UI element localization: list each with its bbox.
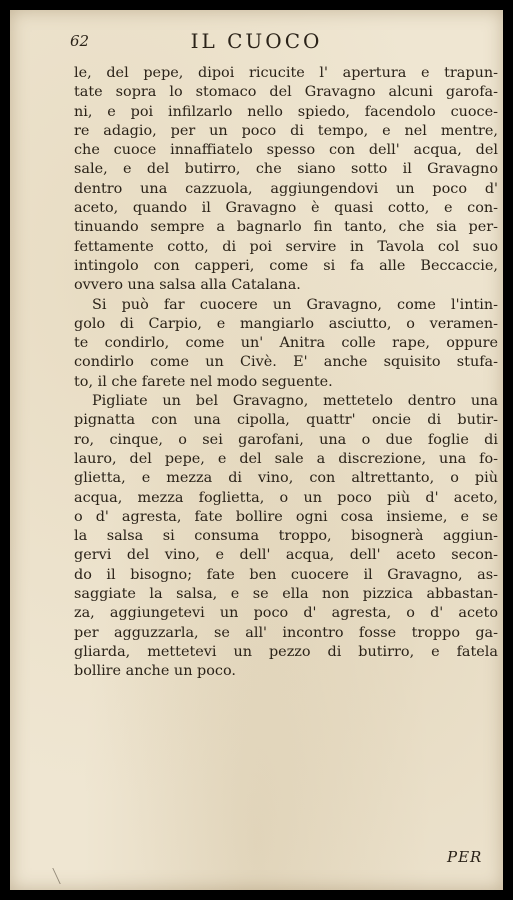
- text-line: acqua, mezza foglietta, o un poco più d' aceto,: [74, 489, 498, 506]
- text-line: glietta, e mezza di vino, con altrettanto, o più: [74, 470, 498, 487]
- page-number: 62: [70, 32, 90, 50]
- text-line: lauro, del pepe, e del sale a discrezione, una fo-: [74, 450, 498, 467]
- text-line: bollire anche un poco.: [74, 663, 236, 680]
- text-line: do il bisogno; fate ben cuocere il Gravagno, as-: [74, 566, 498, 583]
- text-line: pignatta con una cipolla, quattr' oncie di butir-: [74, 412, 498, 429]
- text-line: intingolo con capperi, come si fa alle Beccaccie,: [74, 257, 498, 274]
- text-line: ovvero una salsa alla Catalana.: [74, 277, 301, 294]
- text-line: le, del pepe, dipoi ricucite l' apertura e trapun-: [74, 65, 498, 81]
- text-line: tinuando sempre a bagnarlo fin tanto, che sia per-: [74, 219, 498, 236]
- text-line: gliarda, mettetevi un pezzo di butirro, e fatela: [74, 643, 498, 660]
- text-line: za, aggiungetevi un poco d' agresta, o d' aceto: [74, 605, 498, 622]
- text-line: la salsa si consuma troppo, bisognerà aggiun-: [74, 528, 498, 545]
- book-page: [10, 10, 503, 890]
- text-line: sale, e del butirro, che siano sotto il Gravagno: [74, 161, 498, 178]
- text-line: per agguzzarla, se all' incontro fosse troppo ga-: [74, 624, 498, 641]
- text-line: dentro una cazzuola, aggiungendovi un poco d': [74, 180, 498, 197]
- text-line: to, il che farete nel modo seguente.: [74, 373, 333, 390]
- text-line: condirlo come un Civè. E' anche squisito stufa-: [74, 354, 498, 371]
- page-header: [10, 29, 503, 56]
- running-title: IL CUOCO: [190, 29, 323, 53]
- text-line: aceto, quando il Gravagno è quasi cotto, e con-: [74, 200, 498, 217]
- text-line: ro, cinque, o sei garofani, una o due foglie di: [74, 431, 498, 448]
- text-line: ni, e poi infilzarlo nello spiedo, facendolo cuoce-: [74, 103, 498, 120]
- catchword: PER: [447, 848, 483, 866]
- text-line: Si può far cuocere un Gravagno, come l'intin-: [92, 296, 498, 313]
- text-line: te condirlo, come un' Anitra colle rape, oppure: [74, 335, 498, 352]
- text-line: fettamente cotto, di poi servire in Tavola col suo: [74, 238, 498, 255]
- body-text: [74, 64, 498, 682]
- text-line: Pigliate un bel Gravagno, mettetelo dentro una: [92, 393, 498, 410]
- text-line: saggiate la salsa, e se ella non pizzica abbastan-: [74, 586, 498, 603]
- text-line: tate sopra lo stomaco del Gravagno alcuni garofa-: [74, 84, 498, 101]
- page-smudge: [52, 868, 70, 884]
- text-line: o d' agresta, fate bollire ogni cosa insieme, e se: [74, 508, 498, 525]
- text-line: che cuoce innaffiatelo spesso con dell' acqua, del: [74, 142, 498, 159]
- text-line: gervi del vino, e dell' acqua, dell' aceto secon-: [74, 547, 498, 564]
- text-line: golo di Carpio, e mangiarlo asciutto, o veramen-: [74, 315, 498, 332]
- text-line: re adagio, per un poco di tempo, e nel mentre,: [74, 122, 498, 139]
